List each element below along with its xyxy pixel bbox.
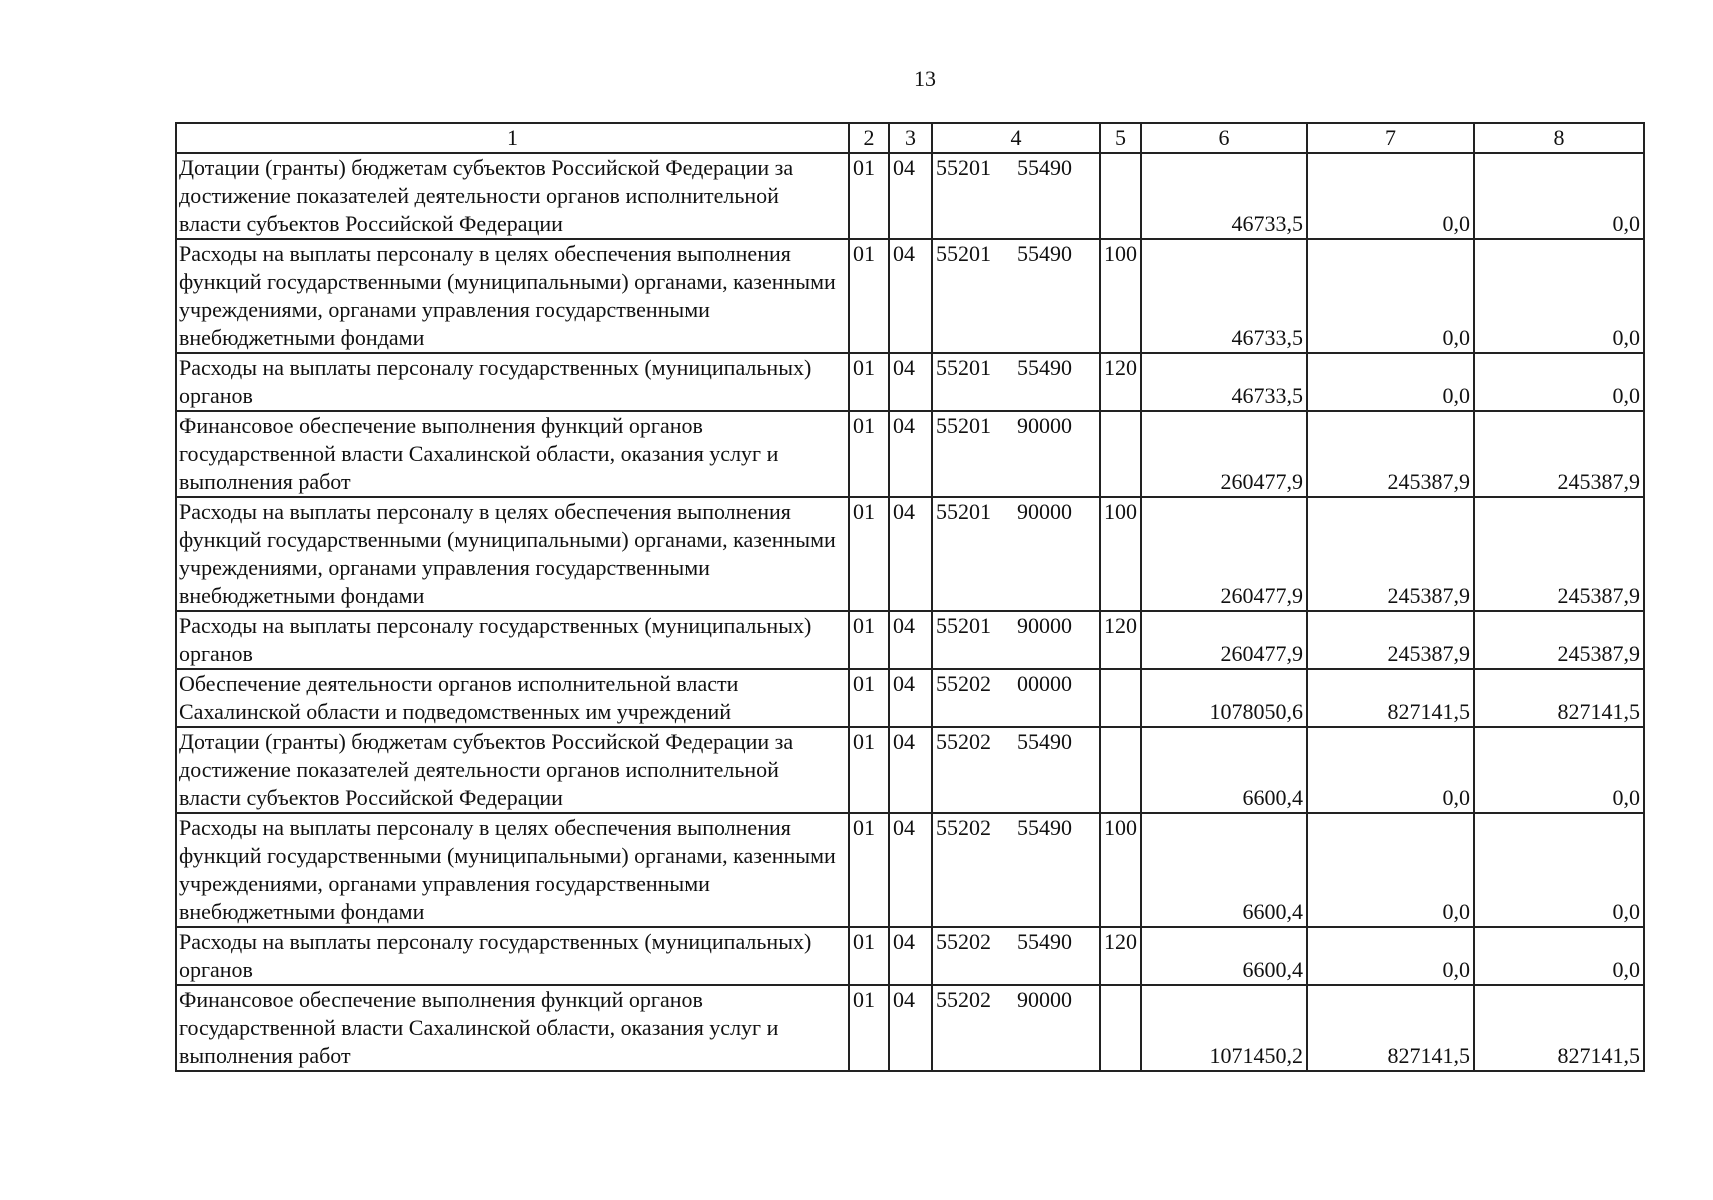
target-article-code-part1: 55202 [936,929,991,954]
amount-col-8: 0,0 [1474,153,1644,239]
column-header: 2 [849,123,889,153]
budget-table [175,122,1645,1072]
column-header: 8 [1474,123,1644,153]
row-name: Расходы на выплаты персоналу государственных (муниципальных) органов [176,611,849,669]
expense-type-code [1100,985,1141,1071]
section-code: 01 [849,153,889,239]
subsection-code: 04 [889,239,932,353]
target-article-code [932,927,1100,985]
amount-col-7: 245387,9 [1307,497,1474,611]
target-article-code-part1: 55201 [936,355,991,380]
amount-col-6: 1078050,6 [1141,669,1307,727]
target-article-code-part2: 55490 [1017,355,1072,380]
section-code: 01 [849,239,889,353]
target-article-code [932,497,1100,611]
amount-col-7: 0,0 [1307,813,1474,927]
section-code: 01 [849,353,889,411]
target-article-code [932,611,1100,669]
expense-type-code: 120 [1100,927,1141,985]
row-name: Дотации (гранты) бюджетам субъектов Российской Федерации за достижение показателей деятельности органов исполнительной власти субъектов Российской Федерации [176,727,849,813]
amount-col-6: 46733,5 [1141,353,1307,411]
section-code: 01 [849,669,889,727]
amount-col-7: 245387,9 [1307,611,1474,669]
amount-col-8: 827141,5 [1474,985,1644,1071]
target-article-code [932,153,1100,239]
amount-col-6: 1071450,2 [1141,985,1307,1071]
expense-type-code: 100 [1100,813,1141,927]
expense-type-code [1100,153,1141,239]
expense-type-code: 120 [1100,353,1141,411]
target-article-code [932,727,1100,813]
section-code: 01 [849,611,889,669]
target-article-code [932,239,1100,353]
table-row [176,813,1644,927]
table-row [176,153,1644,239]
amount-col-6: 6600,4 [1141,927,1307,985]
subsection-code: 04 [889,927,932,985]
subsection-code: 04 [889,353,932,411]
target-article-code [932,813,1100,927]
amount-col-7: 827141,5 [1307,669,1474,727]
row-name: Обеспечение деятельности органов исполнительной власти Сахалинской области и подведомственных им учреждений [176,669,849,727]
page-number: 13 [914,66,936,91]
table-row [176,497,1644,611]
expense-type-code: 100 [1100,239,1141,353]
amount-col-8: 0,0 [1474,239,1644,353]
row-name: Расходы на выплаты персоналу государственных (муниципальных) органов [176,927,849,985]
subsection-code: 04 [889,153,932,239]
target-article-code-part1: 55201 [936,241,991,266]
amount-col-6: 260477,9 [1141,497,1307,611]
amount-col-8: 0,0 [1474,927,1644,985]
amount-col-7: 0,0 [1307,153,1474,239]
target-article-code-part2: 90000 [1017,499,1072,524]
row-name: Расходы на выплаты персоналу в целях обеспечения выполнения функций государственными (муниципальными) органами, казенными учреждениями, органами управления государственными внебюджетными фондами [176,497,849,611]
subsection-code: 04 [889,411,932,497]
table-row [176,411,1644,497]
amount-col-6: 6600,4 [1141,727,1307,813]
amount-col-8: 827141,5 [1474,669,1644,727]
table-row [176,985,1644,1071]
table-row [176,727,1644,813]
target-article-code [932,985,1100,1071]
column-header: 6 [1141,123,1307,153]
amount-col-7: 0,0 [1307,727,1474,813]
row-name: Финансовое обеспечение выполнения функций органов государственной власти Сахалинской области, оказания услуг и выполнения работ [176,985,849,1071]
table-row [176,927,1644,985]
target-article-code-part2: 55490 [1017,929,1072,954]
row-name: Расходы на выплаты персоналу в целях обеспечения выполнения функций государственными (муниципальными) органами, казенными учреждениями, органами управления государственными внебюджетными фондами [176,813,849,927]
row-name: Финансовое обеспечение выполнения функций органов государственной власти Сахалинской области, оказания услуг и выполнения работ [176,411,849,497]
table-row [176,239,1644,353]
amount-col-8: 0,0 [1474,813,1644,927]
target-article-code-part1: 55202 [936,815,991,840]
amount-col-7: 0,0 [1307,353,1474,411]
section-code: 01 [849,497,889,611]
row-name: Расходы на выплаты персоналу в целях обеспечения выполнения функций государственными (муниципальными) органами, казенными учреждениями, органами управления государственными внебюджетными фондами [176,239,849,353]
target-article-code-part2: 90000 [1017,987,1072,1012]
amount-col-8: 245387,9 [1474,411,1644,497]
subsection-code: 04 [889,669,932,727]
subsection-code: 04 [889,611,932,669]
amount-col-7: 245387,9 [1307,411,1474,497]
target-article-code-part1: 55202 [936,671,991,696]
amount-col-7: 0,0 [1307,239,1474,353]
target-article-code-part1: 55201 [936,499,991,524]
amount-col-7: 0,0 [1307,927,1474,985]
subsection-code: 04 [889,985,932,1071]
target-article-code-part2: 55490 [1017,155,1072,180]
target-article-code-part1: 55202 [936,729,991,754]
amount-col-6: 46733,5 [1141,153,1307,239]
subsection-code: 04 [889,497,932,611]
amount-col-8: 0,0 [1474,353,1644,411]
target-article-code-part1: 55201 [936,613,991,638]
target-article-code-part1: 55201 [936,413,991,438]
subsection-code: 04 [889,727,932,813]
table-row [176,611,1644,669]
expense-type-code: 120 [1100,611,1141,669]
amount-col-6: 260477,9 [1141,411,1307,497]
expense-type-code [1100,727,1141,813]
target-article-code-part2: 90000 [1017,413,1072,438]
target-article-code [932,411,1100,497]
amount-col-8: 245387,9 [1474,611,1644,669]
target-article-code-part1: 55202 [936,987,991,1012]
amount-col-6: 6600,4 [1141,813,1307,927]
expense-type-code: 100 [1100,497,1141,611]
target-article-code-part2: 55490 [1017,729,1072,754]
column-header: 3 [889,123,932,153]
expense-type-code [1100,411,1141,497]
column-header: 7 [1307,123,1474,153]
table-row [176,353,1644,411]
section-code: 01 [849,727,889,813]
amount-col-6: 260477,9 [1141,611,1307,669]
amount-col-6: 46733,5 [1141,239,1307,353]
section-code: 01 [849,411,889,497]
target-article-code [932,353,1100,411]
target-article-code-part1: 55201 [936,155,991,180]
table-header-row [176,123,1644,153]
column-header: 4 [932,123,1100,153]
amount-col-8: 0,0 [1474,727,1644,813]
column-header: 5 [1100,123,1141,153]
section-code: 01 [849,813,889,927]
target-article-code-part2: 55490 [1017,241,1072,266]
expense-type-code [1100,669,1141,727]
table-row [176,669,1644,727]
target-article-code-part2: 90000 [1017,613,1072,638]
row-name: Дотации (гранты) бюджетам субъектов Российской Федерации за достижение показателей деятельности органов исполнительной власти субъектов Российской Федерации [176,153,849,239]
amount-col-7: 827141,5 [1307,985,1474,1071]
target-article-code [932,669,1100,727]
row-name: Расходы на выплаты персоналу государственных (муниципальных) органов [176,353,849,411]
column-header: 1 [176,123,849,153]
target-article-code-part2: 00000 [1017,671,1072,696]
target-article-code-part2: 55490 [1017,815,1072,840]
section-code: 01 [849,985,889,1071]
amount-col-8: 245387,9 [1474,497,1644,611]
subsection-code: 04 [889,813,932,927]
section-code: 01 [849,927,889,985]
